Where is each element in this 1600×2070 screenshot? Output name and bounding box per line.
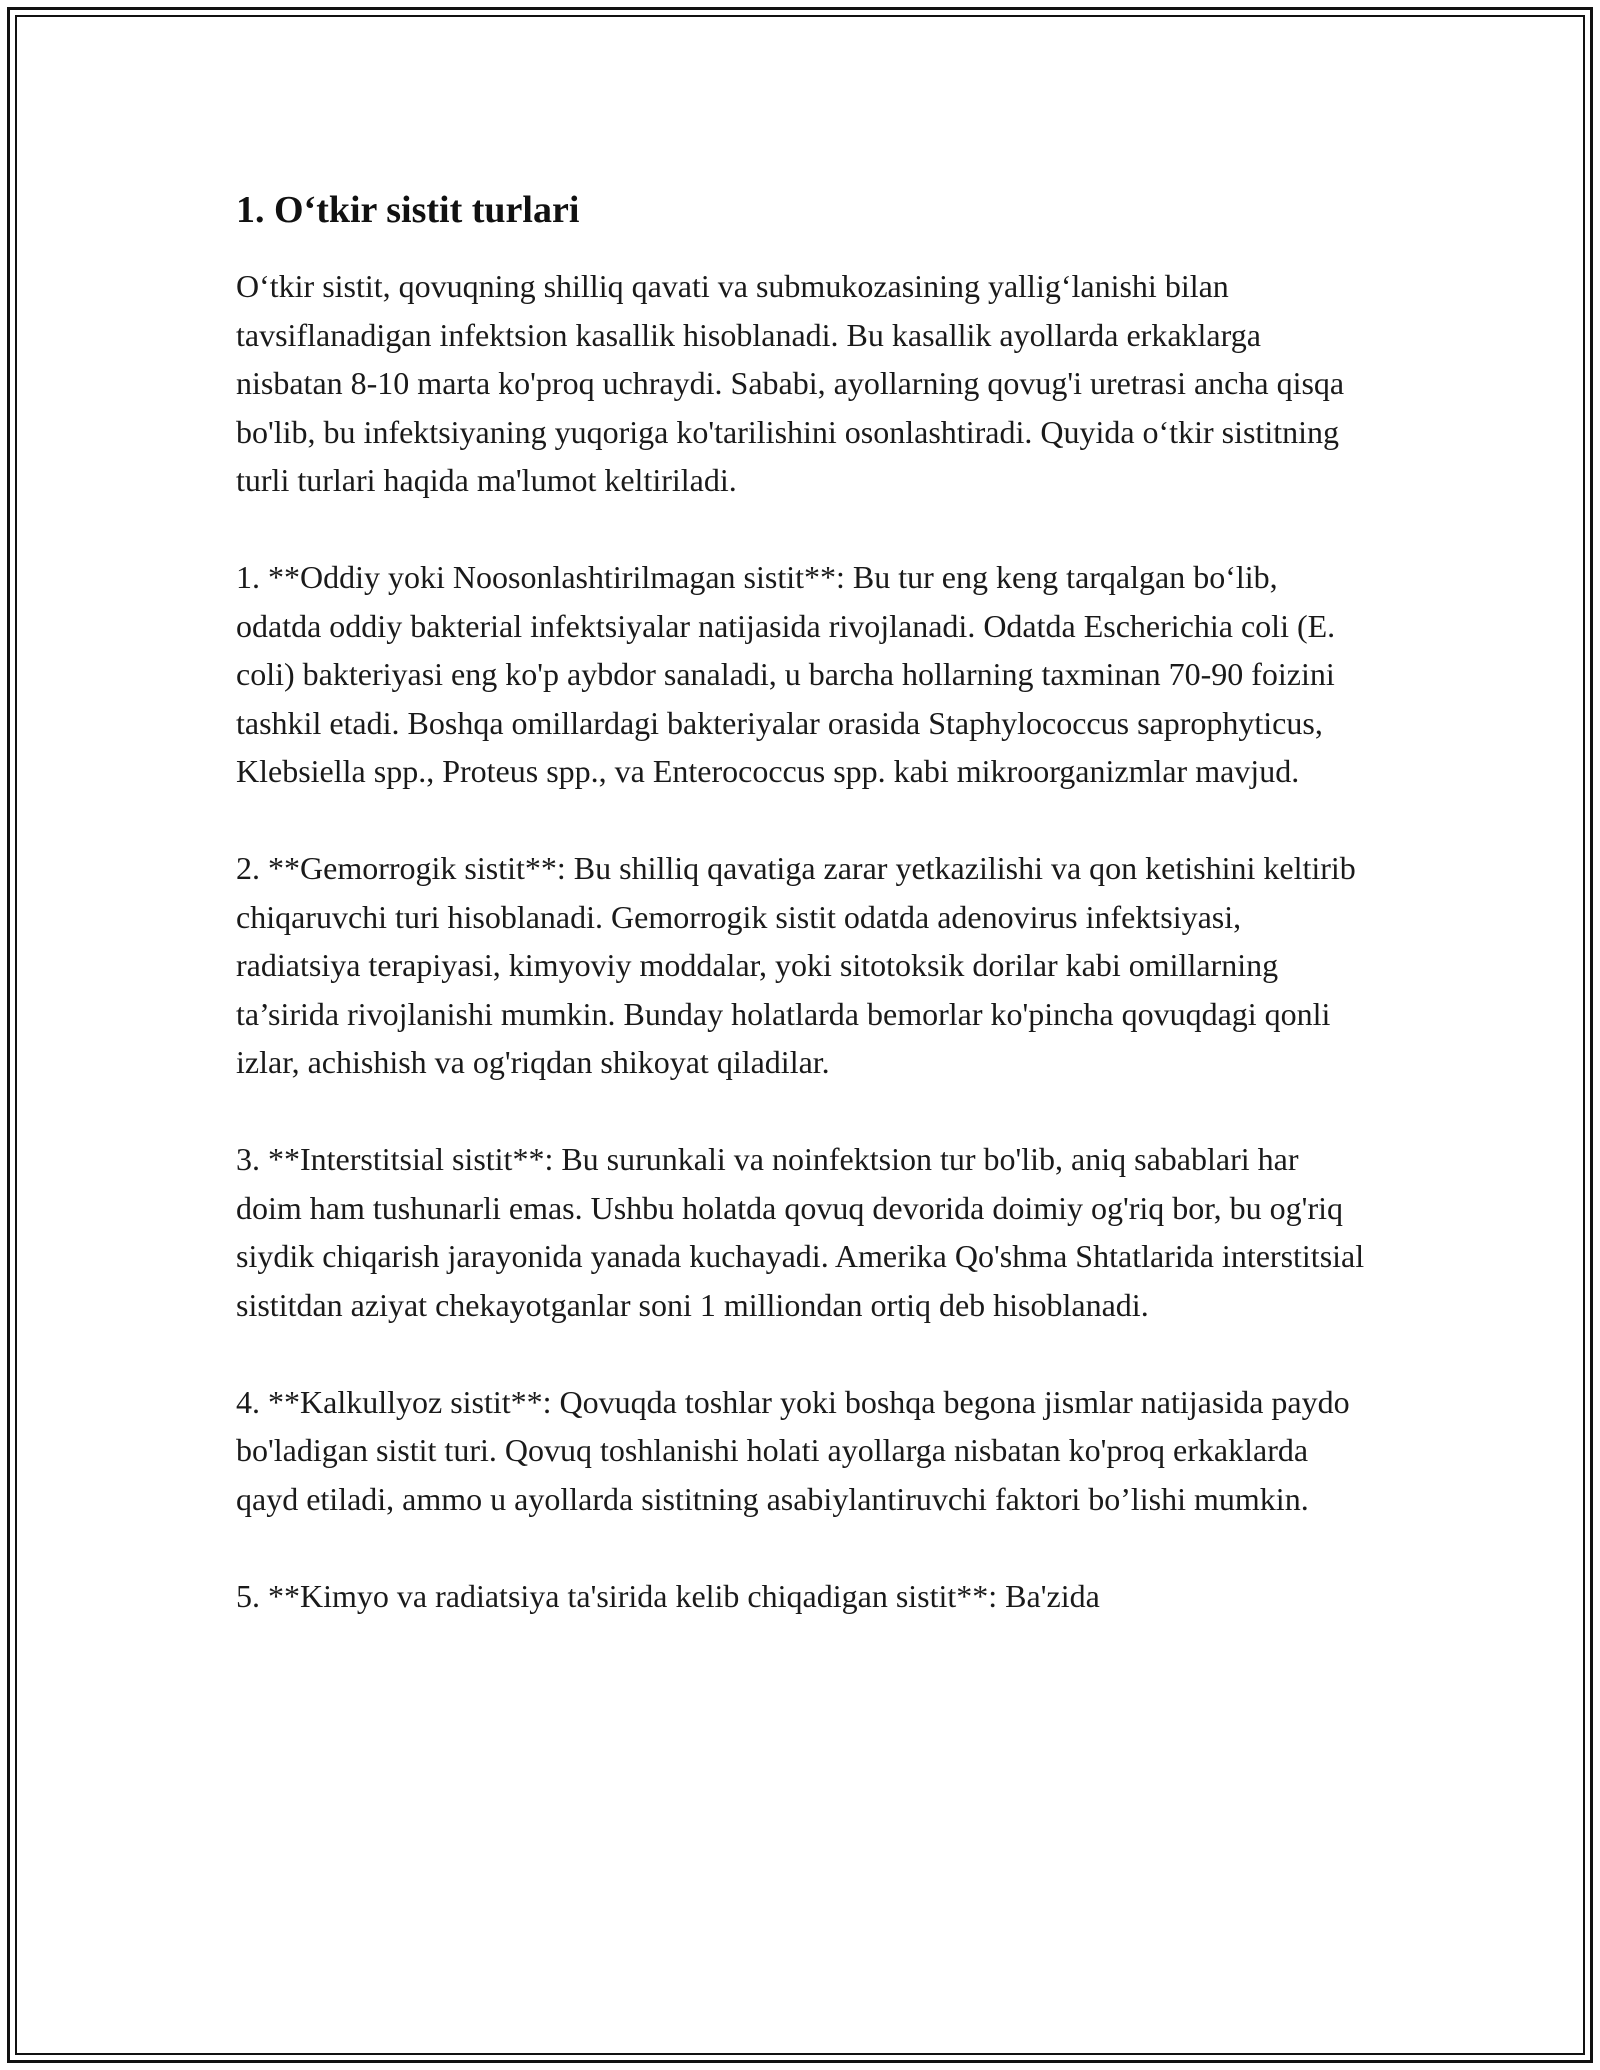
list-item-2-paragraph: 2. **Gemorrogik sistit**: Bu shilliq qavatiga zarar yetkazilishi va qon ketishini keltirib chiqaruvchi turi hisoblanadi. Gemorrogik sistit odatda adenovirus infektsiyasi, radiatsiya terapiyasi, kimyoviy moddalar, yoki sitotoksik dorilar kabi omillarning ta’sirida rivojlanishi mumkin. Bunday holatlarda bemorlar ko'pincha qovuqdagi qonli izlar, achishish va og'riqdan shikoyat qiladilar.: [236, 850, 1356, 1080]
list-item-1-paragraph: 1. **Oddiy yoki Noosonlashtirilmagan sistit**: Bu tur eng keng tarqalgan bo‘lib, odatda oddiy bakterial infektsiyalar natijasida rivojlanadi. Odatda Escherichia coli (E. coli) bakteriyasi eng ko'p aybdor sanaladi, u barcha hollarning taxminan 70-90 foizini tashkil etadi. Boshqa omillardagi bakteriyalar orasida Staphylococcus saprophyticus, Klebsiella spp., Proteus spp., va Enterococcus spp. kabi mikroorganizmlar mavjud.: [236, 559, 1336, 789]
list-item-4-paragraph: 4. **Kalkullyoz sistit**: Qovuqda toshlar yoki boshqa begona jismlar natijasida paydo bo'ladigan sistit turi. Qovuq toshlanishi holati ayollarga nisbatan ko'proq erkaklarda qayd etiladi, ammo u ayollarda sistitning asabiylantiruvchi faktori bo’lishi mumkin.: [236, 1383, 1350, 1517]
document-body: [236, 186, 1366, 1669]
list-item-5-paragraph: 5. **Kimyo va radiatsiya ta'sirida kelib chiqadigan sistit**: Ba'zida: [236, 1577, 1100, 1614]
intro-paragraph: O‘tkir sistit, qovuqning shilliq qavati va submukozasining yallig‘lanishi bilan tavsiflanadigan infektsion kasallik hisoblanadi. Bu kasallik ayollarda erkaklarga nisbatan 8-10 marta ko'proq uchraydi. Sababi, ayollarning qovug'i uretrasi ancha qisqa bo'lib, bu infektsiyaning yuqoriga ko'tarilishini osonlashtiradi. Quyida o‘tkir sistitning turli turlari haqida ma'lumot keltiriladi.: [236, 268, 1345, 498]
list-item-3-paragraph: 3. **Interstitsial sistit**: Bu surunkali va noinfektsion tur bo'lib, aniq sabablari har doim ham tushunarli emas. Ushbu holatda qovuq devorida doimiy og'riq bor, bu og'riq siydik chiqarish jarayonida yanada kuchayadi. Amerika Qo'shma Shtatlarida interstitsial sistitdan aziyat chekayotganlar soni 1 milliondan ortiq deb hisoblanadi.: [236, 1141, 1365, 1323]
section-heading: 1. O‘tkir sistit turlari: [236, 189, 580, 231]
